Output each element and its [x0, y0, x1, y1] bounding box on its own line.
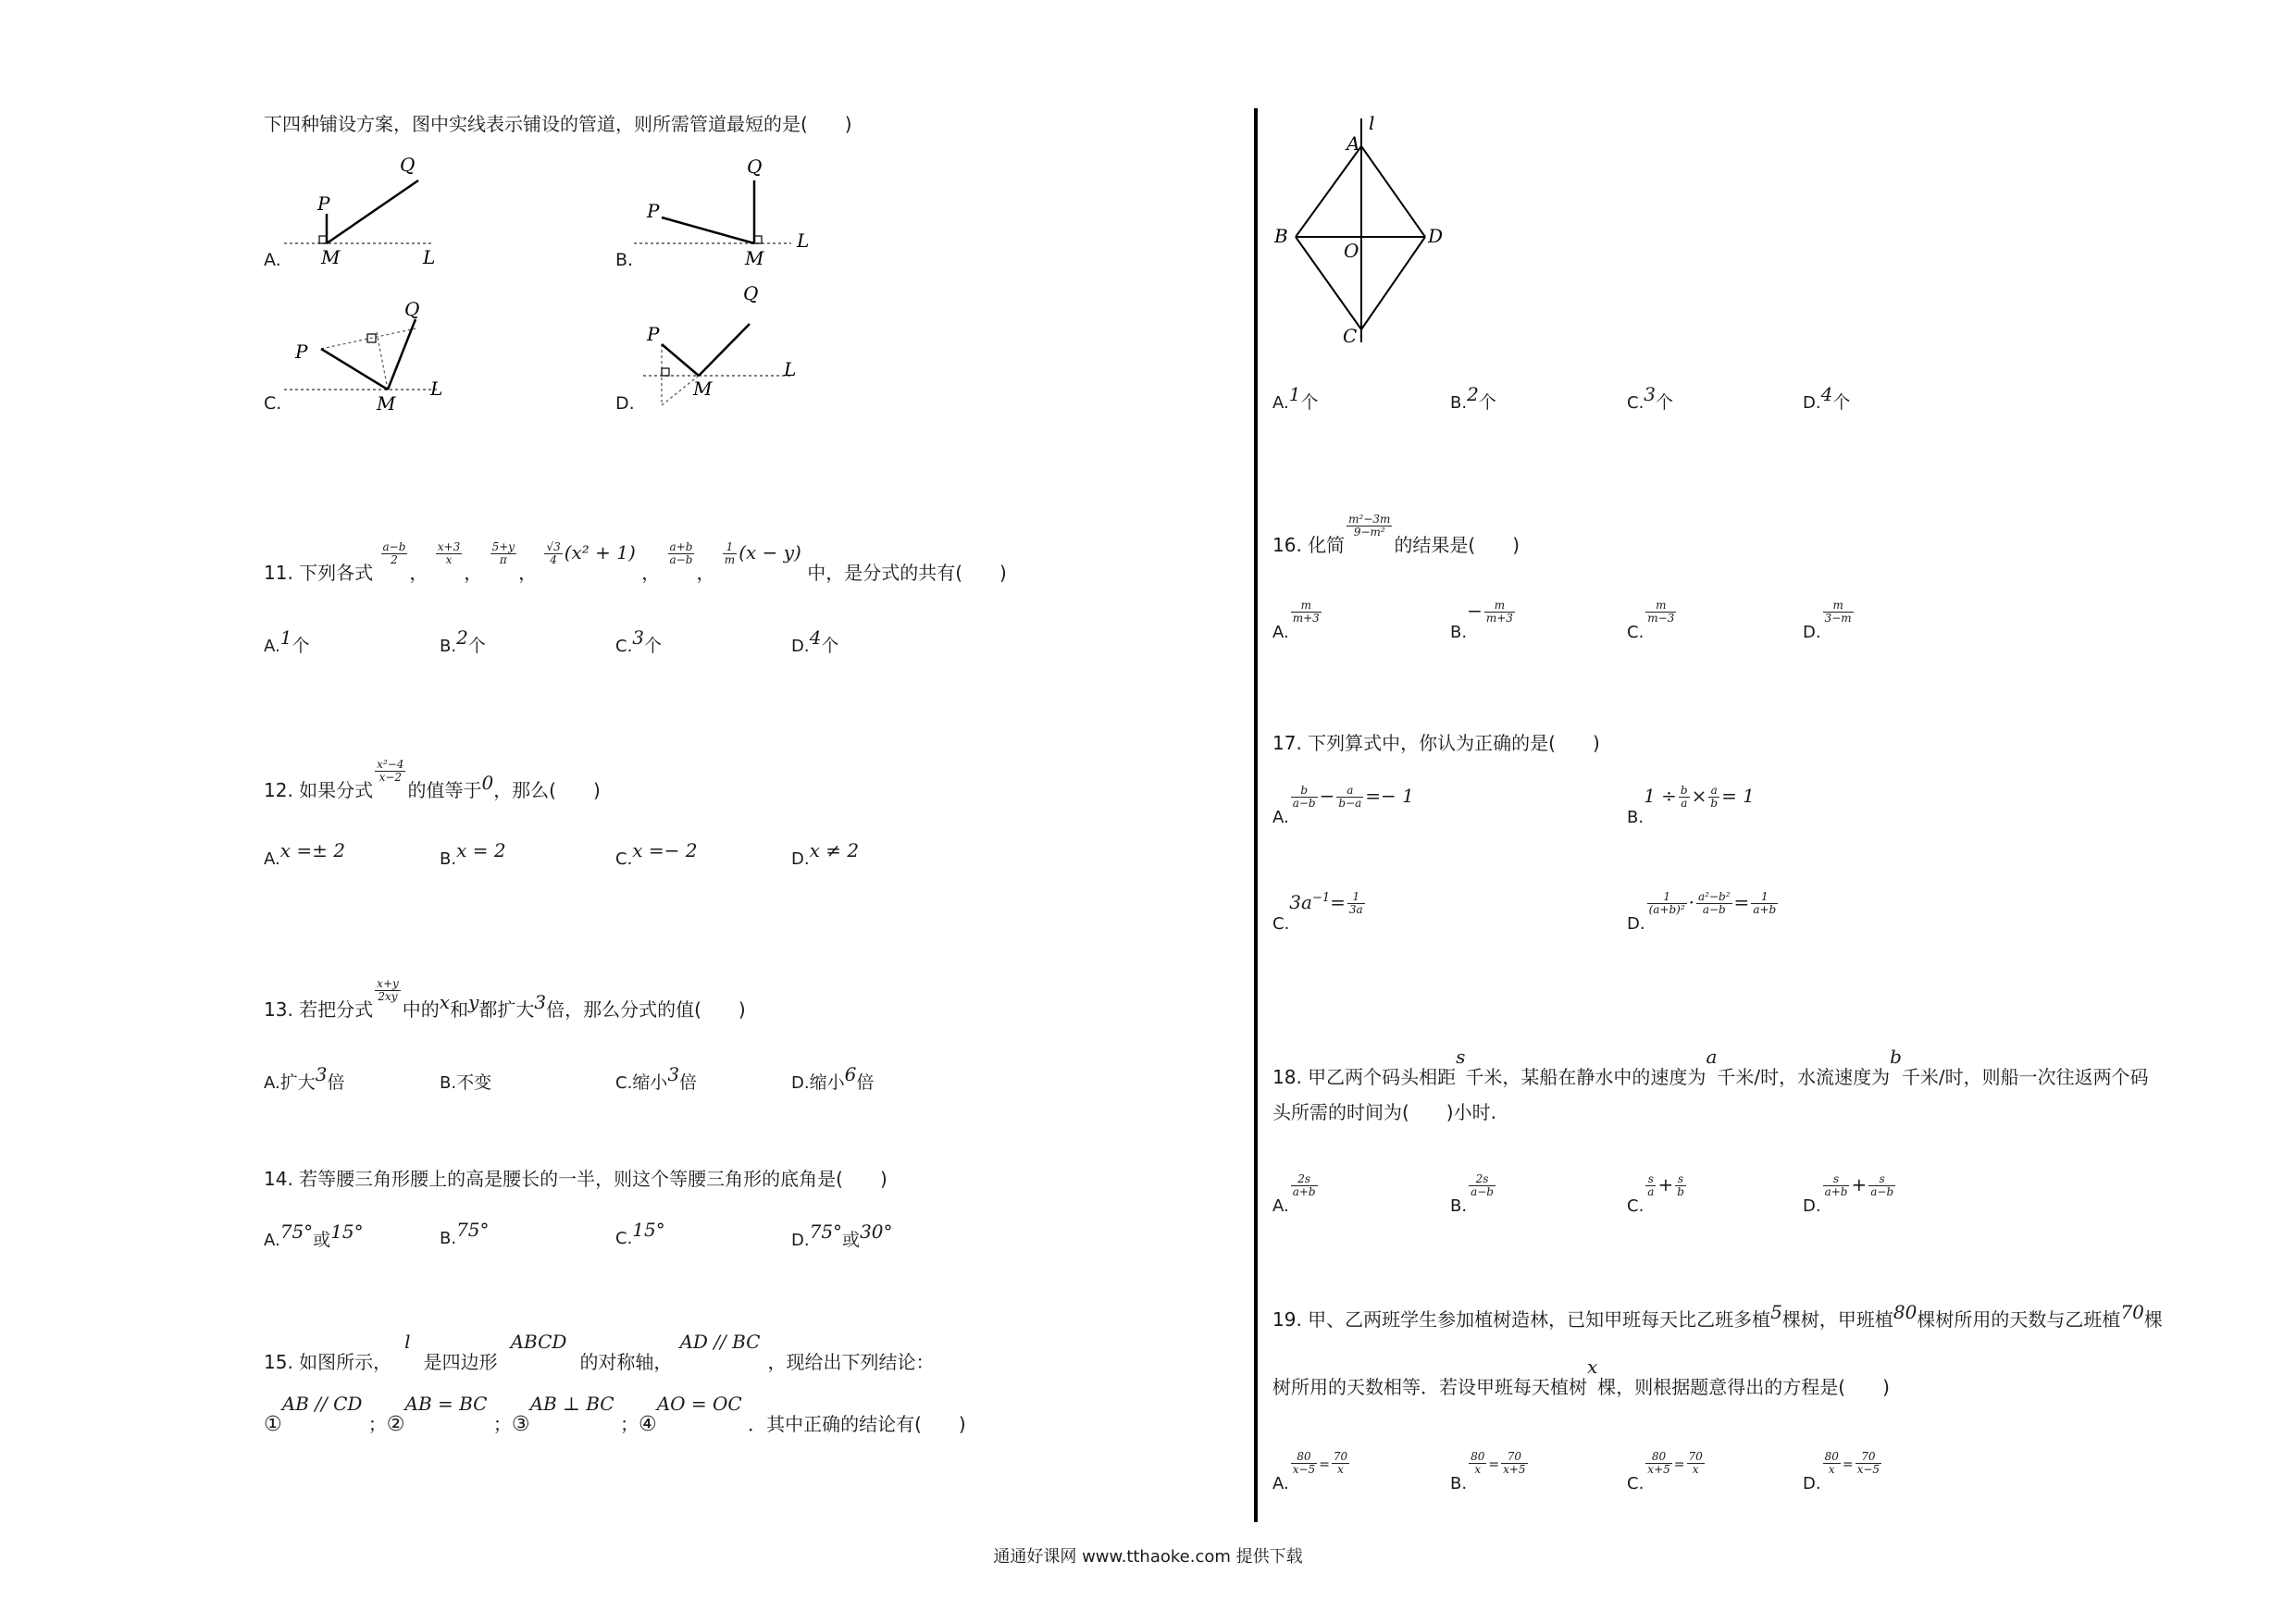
q13-option-a[interactable]: A.扩大3倍: [264, 1063, 345, 1093]
label-q: Q: [404, 298, 420, 320]
q15-rhombus-figure: [1272, 109, 1458, 350]
label-m: M: [377, 392, 396, 415]
label-l: L: [797, 229, 810, 252]
q13-option-d[interactable]: D.缩小6倍: [791, 1063, 875, 1093]
label-p: P: [647, 323, 660, 345]
q16-stem: 16. 化简 $\frac{\text{m²−3m}}{\text{9−m²}}$ 的结果是( ): [1272, 513, 1520, 556]
q11-expr-1: $\frac{a-b}{2}$: [382, 540, 406, 566]
q19-option-b[interactable]: B. $\frac{80}{x}$ = $\frac{70}{x+5}$: [1450, 1450, 1526, 1493]
q18-stem-line1: 18. 甲乙两个码头相距s千米，某船在静水中的速度为a千米/时，水流速度为b千米/时，则船一次往返两个码: [1272, 1046, 2149, 1088]
q15-conclusions: ①AB // CD ；②AB = BC ；③AB ⊥ BC ；④AO = OC ．其中正确的结论有( ): [264, 1393, 966, 1436]
q16-option-a[interactable]: A. $\frac{m}{m+3}$: [1272, 599, 1320, 642]
q13-fraction: $\frac{x+y}{2xy}$: [377, 977, 399, 1003]
q18-option-c[interactable]: C. $\frac{s}{a}$ + $\frac{s}{b}$: [1627, 1172, 1684, 1216]
label-m: M: [693, 378, 713, 400]
q13-stem: 13. 若把分式 $\frac{x+y}{2xy}$ 中的x和y都扩大3倍，那么分式的值( ): [264, 977, 746, 1021]
q15-option-c[interactable]: C.3个: [1627, 383, 1674, 413]
q13-option-c[interactable]: C.缩小3倍: [615, 1063, 698, 1093]
q16-option-b[interactable]: B.− $\frac{m}{m+3}$: [1450, 599, 1513, 642]
q14-stem: 14. 若等腰三角形腰上的高是腰长的一半，则这个等腰三角形的底角是( ): [264, 1168, 887, 1190]
footer-credit: 通通好课网 www.tthaoke.com 提供下载: [993, 1547, 1303, 1567]
q11-stem: 11. 下列各式 $\frac{a-b}{2}$ ， $\frac{x+3}{x}$ ， $\frac{5+y}{\pi}$ ， $\frac{√3}{4}$ (x² + 1) ， $\frac{a+b}{a-b}$ ， $\frac{1}{m}$ (x − y) 中，是分式的共有( ): [264, 540, 1007, 584]
q16-option-c[interactable]: C. $\frac{m}{m-3}$: [1627, 599, 1675, 642]
q14-option-d[interactable]: D.75°或30°: [791, 1220, 893, 1250]
q14-option-b[interactable]: B.75°: [440, 1219, 490, 1248]
label-l: L: [784, 358, 797, 380]
q14-option-c[interactable]: C.15°: [615, 1219, 665, 1248]
q18-option-a[interactable]: A. $\frac{2s}{a+b}$: [1272, 1172, 1316, 1216]
q11-option-a[interactable]: A.1个: [264, 626, 310, 656]
label-q: Q: [743, 282, 759, 304]
q15-option-a[interactable]: A.1个: [1272, 383, 1319, 413]
q18-option-b[interactable]: B. $\frac{2s}{a-b}$: [1450, 1172, 1494, 1216]
q17-option-d[interactable]: D. $\frac{1}{\text{(a+b)²}}$ · $\frac{\text{a²−b²}}{a-b}$ = $\frac{1}{a+b}$: [1627, 890, 1777, 934]
q13-option-b[interactable]: B.不变: [440, 1072, 492, 1093]
label-a: A: [1347, 132, 1360, 155]
label-l: L: [430, 378, 443, 400]
column-divider: [1254, 108, 1258, 1522]
q19-stem-line2: 树所用的天数相等．若设甲班每天植树x棵，则根据题意得出的方程是( ): [1272, 1356, 1890, 1398]
q15-stem: 15. 如图所示，l是四边形ABCD的对称轴，AD // BC，现给出下列结论：: [264, 1331, 935, 1373]
label-l: L: [423, 246, 436, 268]
label-p: P: [295, 341, 308, 363]
q11-option-d[interactable]: D.4个: [791, 626, 839, 656]
q11-expr-6: $\frac{1}{m}$: [724, 540, 736, 566]
q10-option-c-label: C.: [264, 393, 282, 414]
label-p: P: [647, 200, 660, 222]
label-q: Q: [400, 154, 416, 176]
q10-figure-a: [284, 143, 451, 268]
q15-option-b[interactable]: B.2个: [1450, 383, 1496, 413]
q14-option-a[interactable]: A.75°或15°: [264, 1220, 364, 1250]
label-c: C: [1343, 325, 1358, 347]
q12-option-c[interactable]: C.x =− 2: [615, 839, 698, 869]
label-m: M: [745, 247, 764, 268]
q17-option-b[interactable]: B.1 ÷ $\frac{b}{a}$ × $\frac{a}{b}$ = 1: [1627, 784, 1755, 827]
q10-option-b-label: B.: [615, 250, 634, 270]
q19-option-d[interactable]: D. $\frac{80}{x}$ = $\frac{70}{x-5}$: [1803, 1450, 1880, 1493]
q11-expr-3: $\frac{5+y}{\pi}$: [491, 540, 515, 566]
q10-figure-c: [284, 291, 460, 416]
q19-stem-line1: 19. 甲、乙两班学生参加植树造林，已知甲班每天比乙班多植5棵树，甲班植80棵树所用的天数与乙班植70棵: [1272, 1301, 2163, 1331]
label-l: l: [1369, 112, 1375, 134]
q16-fraction: $\frac{\text{m²−3m}}{\text{9−m²}}$: [1348, 513, 1391, 539]
q17-stem: 17. 下列算式中，你认为正确的是( ): [1272, 732, 1600, 754]
q12-fraction: $\frac{\text{x²−4}}{x-2}$: [377, 758, 404, 784]
q12-stem: 12. 如果分式 $\frac{\text{x²−4}}{x-2}$ 的值等于0，那么( ): [264, 758, 601, 801]
q11-expr-5: $\frac{a+b}{a-b}$: [669, 540, 693, 566]
q19-option-a[interactable]: A. $\frac{80}{x-5}$ = $\frac{70}{x}$: [1272, 1450, 1348, 1493]
q10-figure-d: [634, 278, 819, 416]
label-q: Q: [747, 155, 763, 178]
q17-option-c[interactable]: $C.3a^{-1}=$ $\frac{1}{3a}$: [1272, 890, 1363, 934]
q10-option-a-label: A.: [264, 250, 281, 270]
label-p: P: [317, 192, 330, 215]
q19-option-c[interactable]: C. $\frac{80}{x+5}$ = $\frac{70}{x}$: [1627, 1450, 1703, 1493]
q11-option-c[interactable]: C.3个: [615, 626, 663, 656]
q12-option-a[interactable]: A.x =± 2: [264, 839, 345, 869]
q11-expr-4: $\frac{√3}{4}$: [546, 540, 561, 566]
q16-option-d[interactable]: D. $\frac{m}{3-m}$: [1803, 599, 1852, 642]
q15-option-d[interactable]: D.4个: [1803, 383, 1851, 413]
q10-option-d-label: D.: [615, 393, 635, 414]
label-o: O: [1344, 240, 1359, 262]
q11-expr-2: $\frac{x+3}{x}$: [437, 540, 461, 566]
q18-option-d[interactable]: D. $\frac{s}{a+b}$ + $\frac{s}{a-b}$: [1803, 1172, 1894, 1216]
label-m: M: [321, 246, 341, 268]
q12-option-d[interactable]: D.x ≠ 2: [791, 839, 860, 869]
q17-option-a[interactable]: A. $\frac{b}{a-b}$ − $\frac{a}{b-a}$ =− 1: [1272, 784, 1414, 827]
q18-stem-line2: 头所需的时间为( )小时.: [1272, 1101, 1496, 1123]
q11-option-b[interactable]: B.2个: [440, 626, 486, 656]
label-b: B: [1274, 225, 1288, 247]
label-d: D: [1428, 225, 1444, 247]
q10-stem: 下四种铺设方案，图中实线表示铺设的管道，则所需管道最短的是( ): [264, 113, 852, 135]
q12-option-b[interactable]: B.x = 2: [440, 839, 506, 869]
q10-figure-b: [634, 143, 819, 268]
